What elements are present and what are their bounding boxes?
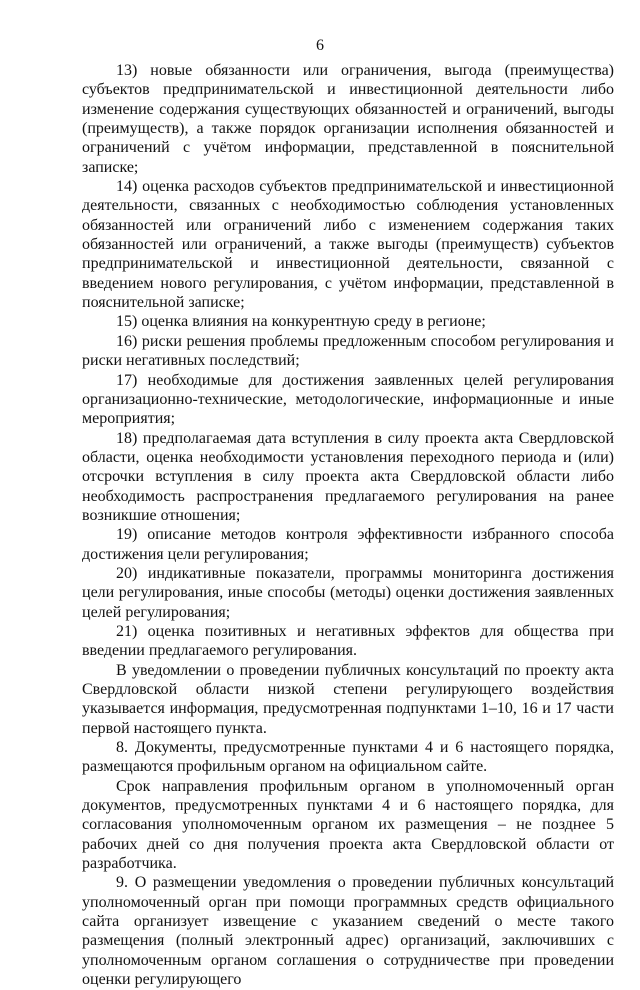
paragraph-item-13: 13) новые обязанности или ограничения, выгода (преимущества) субъектов предпринимательской и инвестиционной деятельности либо изменение содержания существующих обязанностей и ограничений, выгоды (преимуществ), а также порядок организации исполнения обязанностей и ограничений с учётом информации, представленной в пояснительной записке;: [82, 62, 614, 176]
paragraph-item-21: 21) оценка позитивных и негативных эффектов для общества при введении предлагаемого регулирования.: [82, 622, 614, 660]
paragraph-item-17: 17) необходимые для достижения заявленных целей регулирования организационно-технические, методологические, информационные и иные мероприятия;: [82, 371, 614, 428]
paragraph-item-14: 14) оценка расходов субъектов предпринимательской и инвестиционной деятельности, связанных с необходимостью соблюдения установленных обязанностей или ограничений либо с изменением содержания таких обязанностей или ограничений, а также выгоды (преимуществ) субъектов предпринимательской и инвестиционной деятельности, связанной с введением нового регулирования, с учётом информации, представленной в пояснительной записке;: [82, 178, 614, 312]
paragraph-item-19: 19) описание методов контроля эффективности избранного способа достижения цели регулирования;: [82, 526, 614, 563]
page-number: 6: [316, 37, 324, 54]
paragraph-submission-deadline: Срок направления профильным органом в уполномоченный орган документов, предусмотренных пунктами 4 и 6 настоящего порядка, для согласования уполномоченным органом их размещения – не позднее 5 рабочих дней со дня получения проекта акта Свердловской области от разработчика.: [82, 777, 614, 873]
paragraph-item-16: 16) риски решения проблемы предложенным способом регулирования и риски негативных последствий;: [82, 332, 614, 370]
paragraph-item-18: 18) предполагаемая дата вступления в силу проекта акта Свердловской области, оценка необходимости установления переходного периода и (или) отсрочки вступления в силу проекта акта Свердловской области либо необходимость распространения предлагаемого регулирования на ранее возникшие отношения;: [82, 429, 614, 524]
document-body: [82, 61, 614, 990]
paragraph-section-8: 8. Документы, предусмотренные пунктами 4 и 6 настоящего порядка, размещаются профильным органом на официальном сайте.: [82, 739, 614, 776]
paragraph-item-20: 20) индикативные показатели, программы мониторинга достижения цели регулирования, иные способы (методы) оценки достижения заявленных целей регулирования;: [82, 564, 614, 621]
paragraph-section-9: 9. О размещении уведомления о проведении публичных консультаций уполномоченный орган при помощи программных средств официального сайта организует извещение с указанием сведений о месте такого размещения (полный электронный адрес) организаций, заключивших с уполномоченным органом соглашения о сотрудничестве при проведении оценки регулирующего: [82, 874, 614, 989]
paragraph-item-15: 15) оценка влияния на конкурентную среду в регионе;: [116, 313, 486, 331]
paragraph-low-impact-notice: В уведомлении о проведении публичных консультаций по проекту акта Свердловской области низкой степени регулирующего воздействия указывается информация, предусмотренная подпунктами 1–10, 16 и 17 части первой настоящего пункта.: [82, 661, 614, 737]
